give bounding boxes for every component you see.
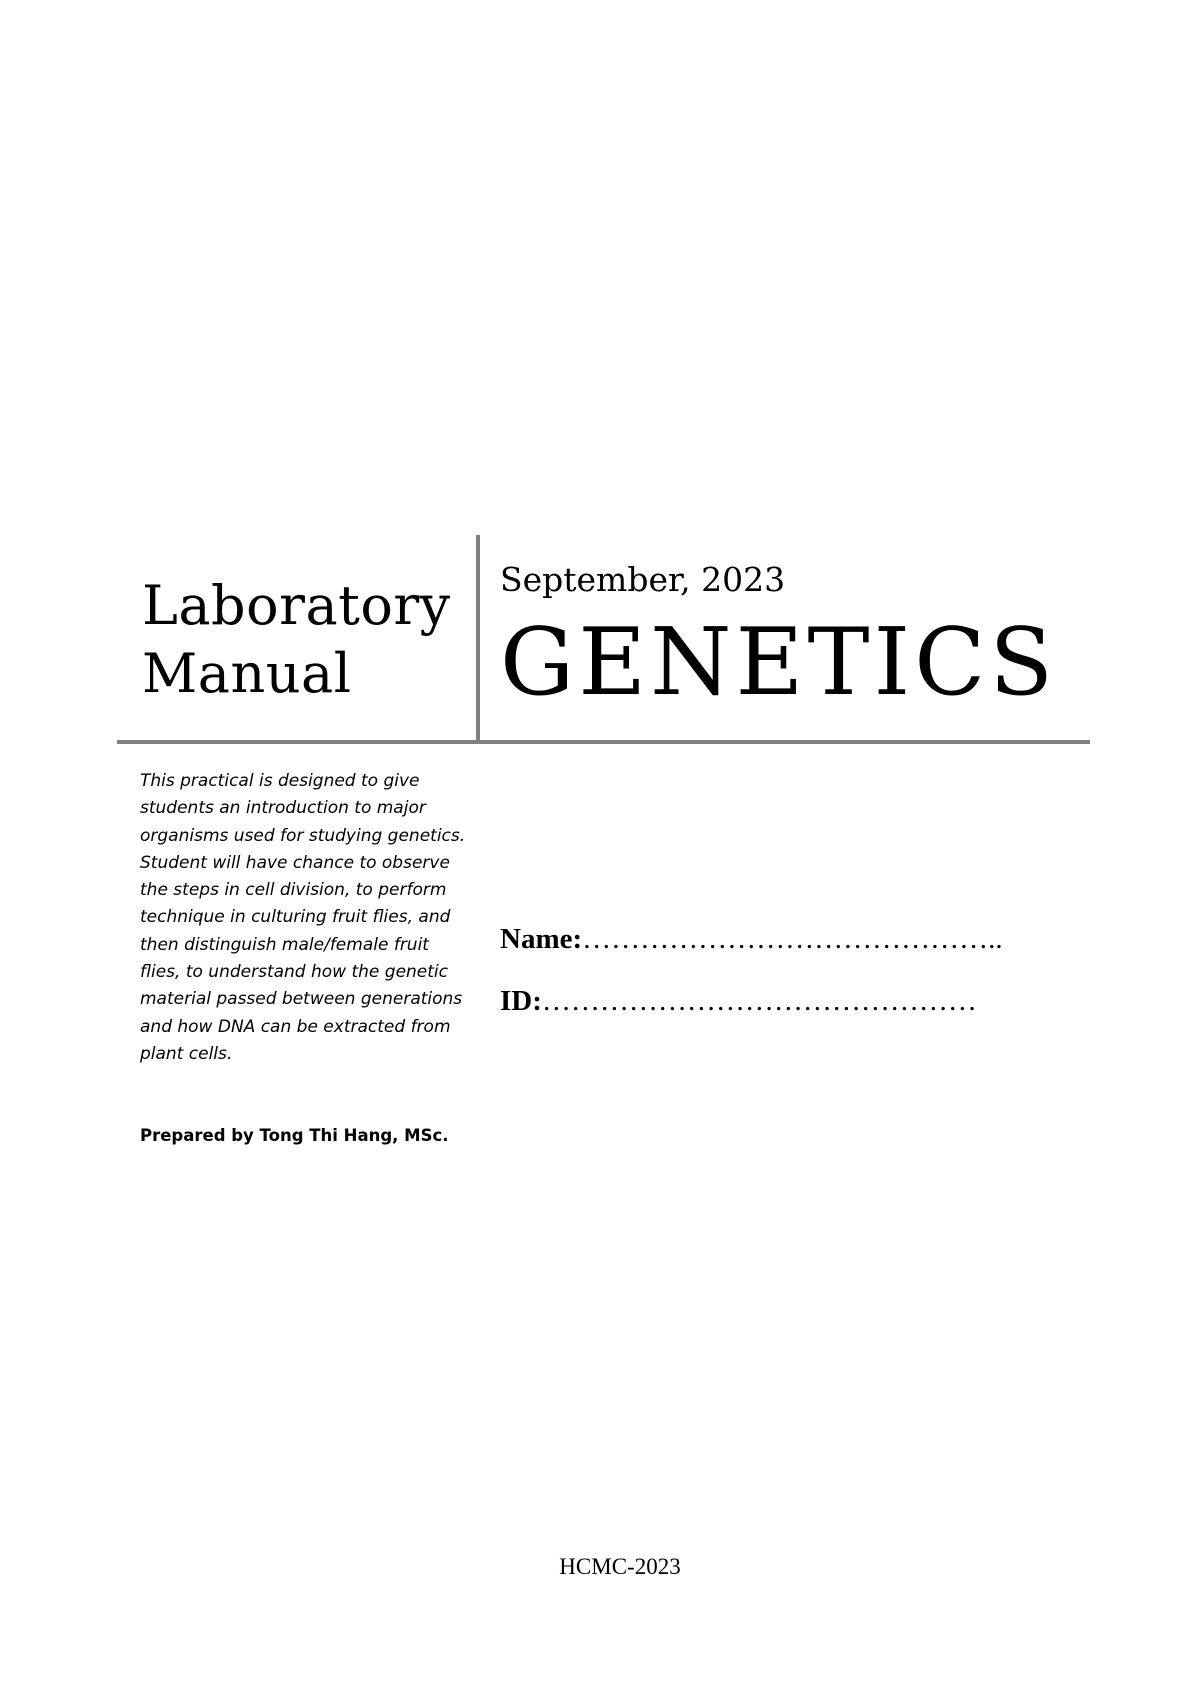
publication-date: September, 2023 <box>500 560 786 599</box>
id-field <box>500 983 977 1019</box>
manual-title-line-2: Manual <box>142 642 352 705</box>
subject-title: GENETICS <box>500 608 1058 716</box>
horizontal-divider <box>117 740 1090 744</box>
id-blank-line: ……………………………………… <box>541 985 977 1017</box>
vertical-divider <box>476 535 480 743</box>
id-label: ID: <box>500 985 542 1017</box>
footer-text: HCMC-2023 <box>559 1554 681 1579</box>
course-description: This practical is designed to give students an introduction to major organisms used for studying genetics. Student will have chance to observe the steps in cell division, to perform technique in culturing fruit flies, and then distinguish male/female fruit flies, to understand how the genetic material passed between generations and how DNA can be extracted from plant cells. <box>140 771 466 1064</box>
manual-title-line-1: Laboratory <box>142 574 451 637</box>
name-blank-line: …………………………………….. <box>582 923 1003 955</box>
name-field <box>500 921 1003 957</box>
name-label: Name: <box>500 923 583 955</box>
prepared-by: Prepared by Tong Thi Hang, MSc. <box>140 1126 449 1145</box>
